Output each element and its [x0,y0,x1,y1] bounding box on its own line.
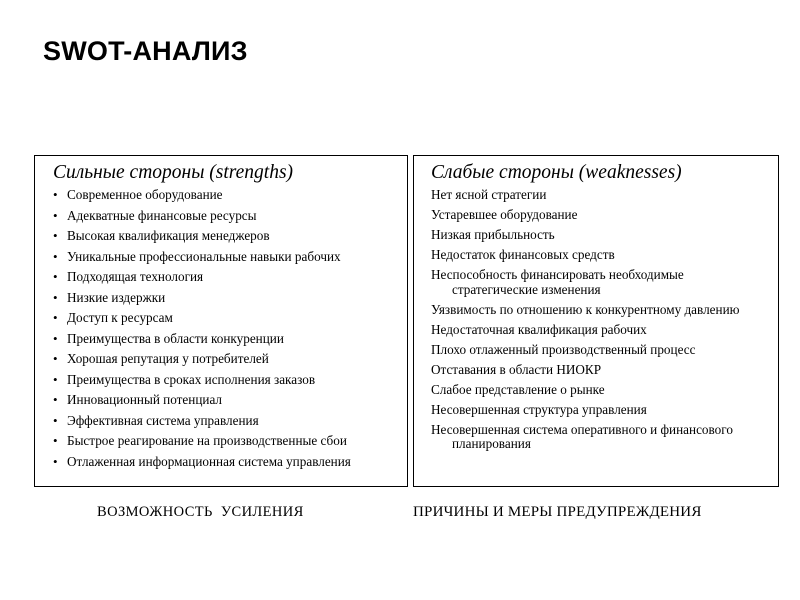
weaknesses-box [413,155,779,487]
weakness-item: Недостаток финансовых средств [431,247,615,262]
weakness-item: Несовершенная структура управления [431,401,647,417]
weakness-item: Неспособность финансировать необходимые стратегические изменения [431,267,684,297]
strength-item: • Быстрое реагирование на производственные сбои [53,434,401,449]
strength-item: • Доступ к ресурсам [53,311,401,326]
strength-item: • Инновационный потенциал [53,393,401,408]
strength-item: • Низкие издержки [53,291,401,306]
weakness-item: Недостаточная квалификация рабочих [431,321,647,337]
weakness-item: Нет ясной стратегии [431,187,547,202]
prevention-caption: ПРИЧИНЫ И МЕРЫ ПРЕДУПРЕЖДЕНИЯ [413,504,702,520]
weakness-item: Несовершенная система оперативного и финансового планирования [431,421,733,451]
page-title: SWOT-АНАЛИЗ [43,36,248,66]
strengths-list [53,188,401,469]
opportunity-caption: ВОЗМОЖНОСТЬ УСИЛЕНИЯ [97,504,304,520]
weakness-item: Низкая прибыльность [431,227,555,242]
weakness-item: Слабое представление о рынке [431,381,605,397]
strength-item: • Эффективная система управления [53,414,401,429]
weaknesses-list [431,188,772,452]
strength-item: • Адекватные финансовые ресурсы [53,209,401,224]
weaknesses-heading: Слабые стороны (weaknesses) [431,162,682,183]
strength-item: • Высокая квалификация менеджеров [53,229,401,244]
strength-item: • Отлаженная информационная система управления [53,455,401,470]
strengths-heading: Сильные стороны (strengths) [53,162,294,183]
weakness-item: Устаревшее оборудование [431,207,578,222]
strength-item: • Современное оборудование [53,188,401,203]
weakness-item: Отставания в области НИОКР [431,361,602,377]
strength-item: • Подходящая технология [53,270,401,285]
weakness-item: Уязвимость по отношению к конкурентному давлению [431,301,740,317]
strength-item: • Уникальные профессиональные навыки рабочих [53,250,401,265]
weakness-item: Плохо отлаженный производственный процесс [431,341,696,357]
strengths-box [34,155,408,487]
strength-item: • Преимущества в области конкуренции [53,332,401,347]
strength-item: • Хорошая репутация у потребителей [53,352,401,367]
strength-item: • Преимущества в сроках исполнения заказов [53,373,401,388]
